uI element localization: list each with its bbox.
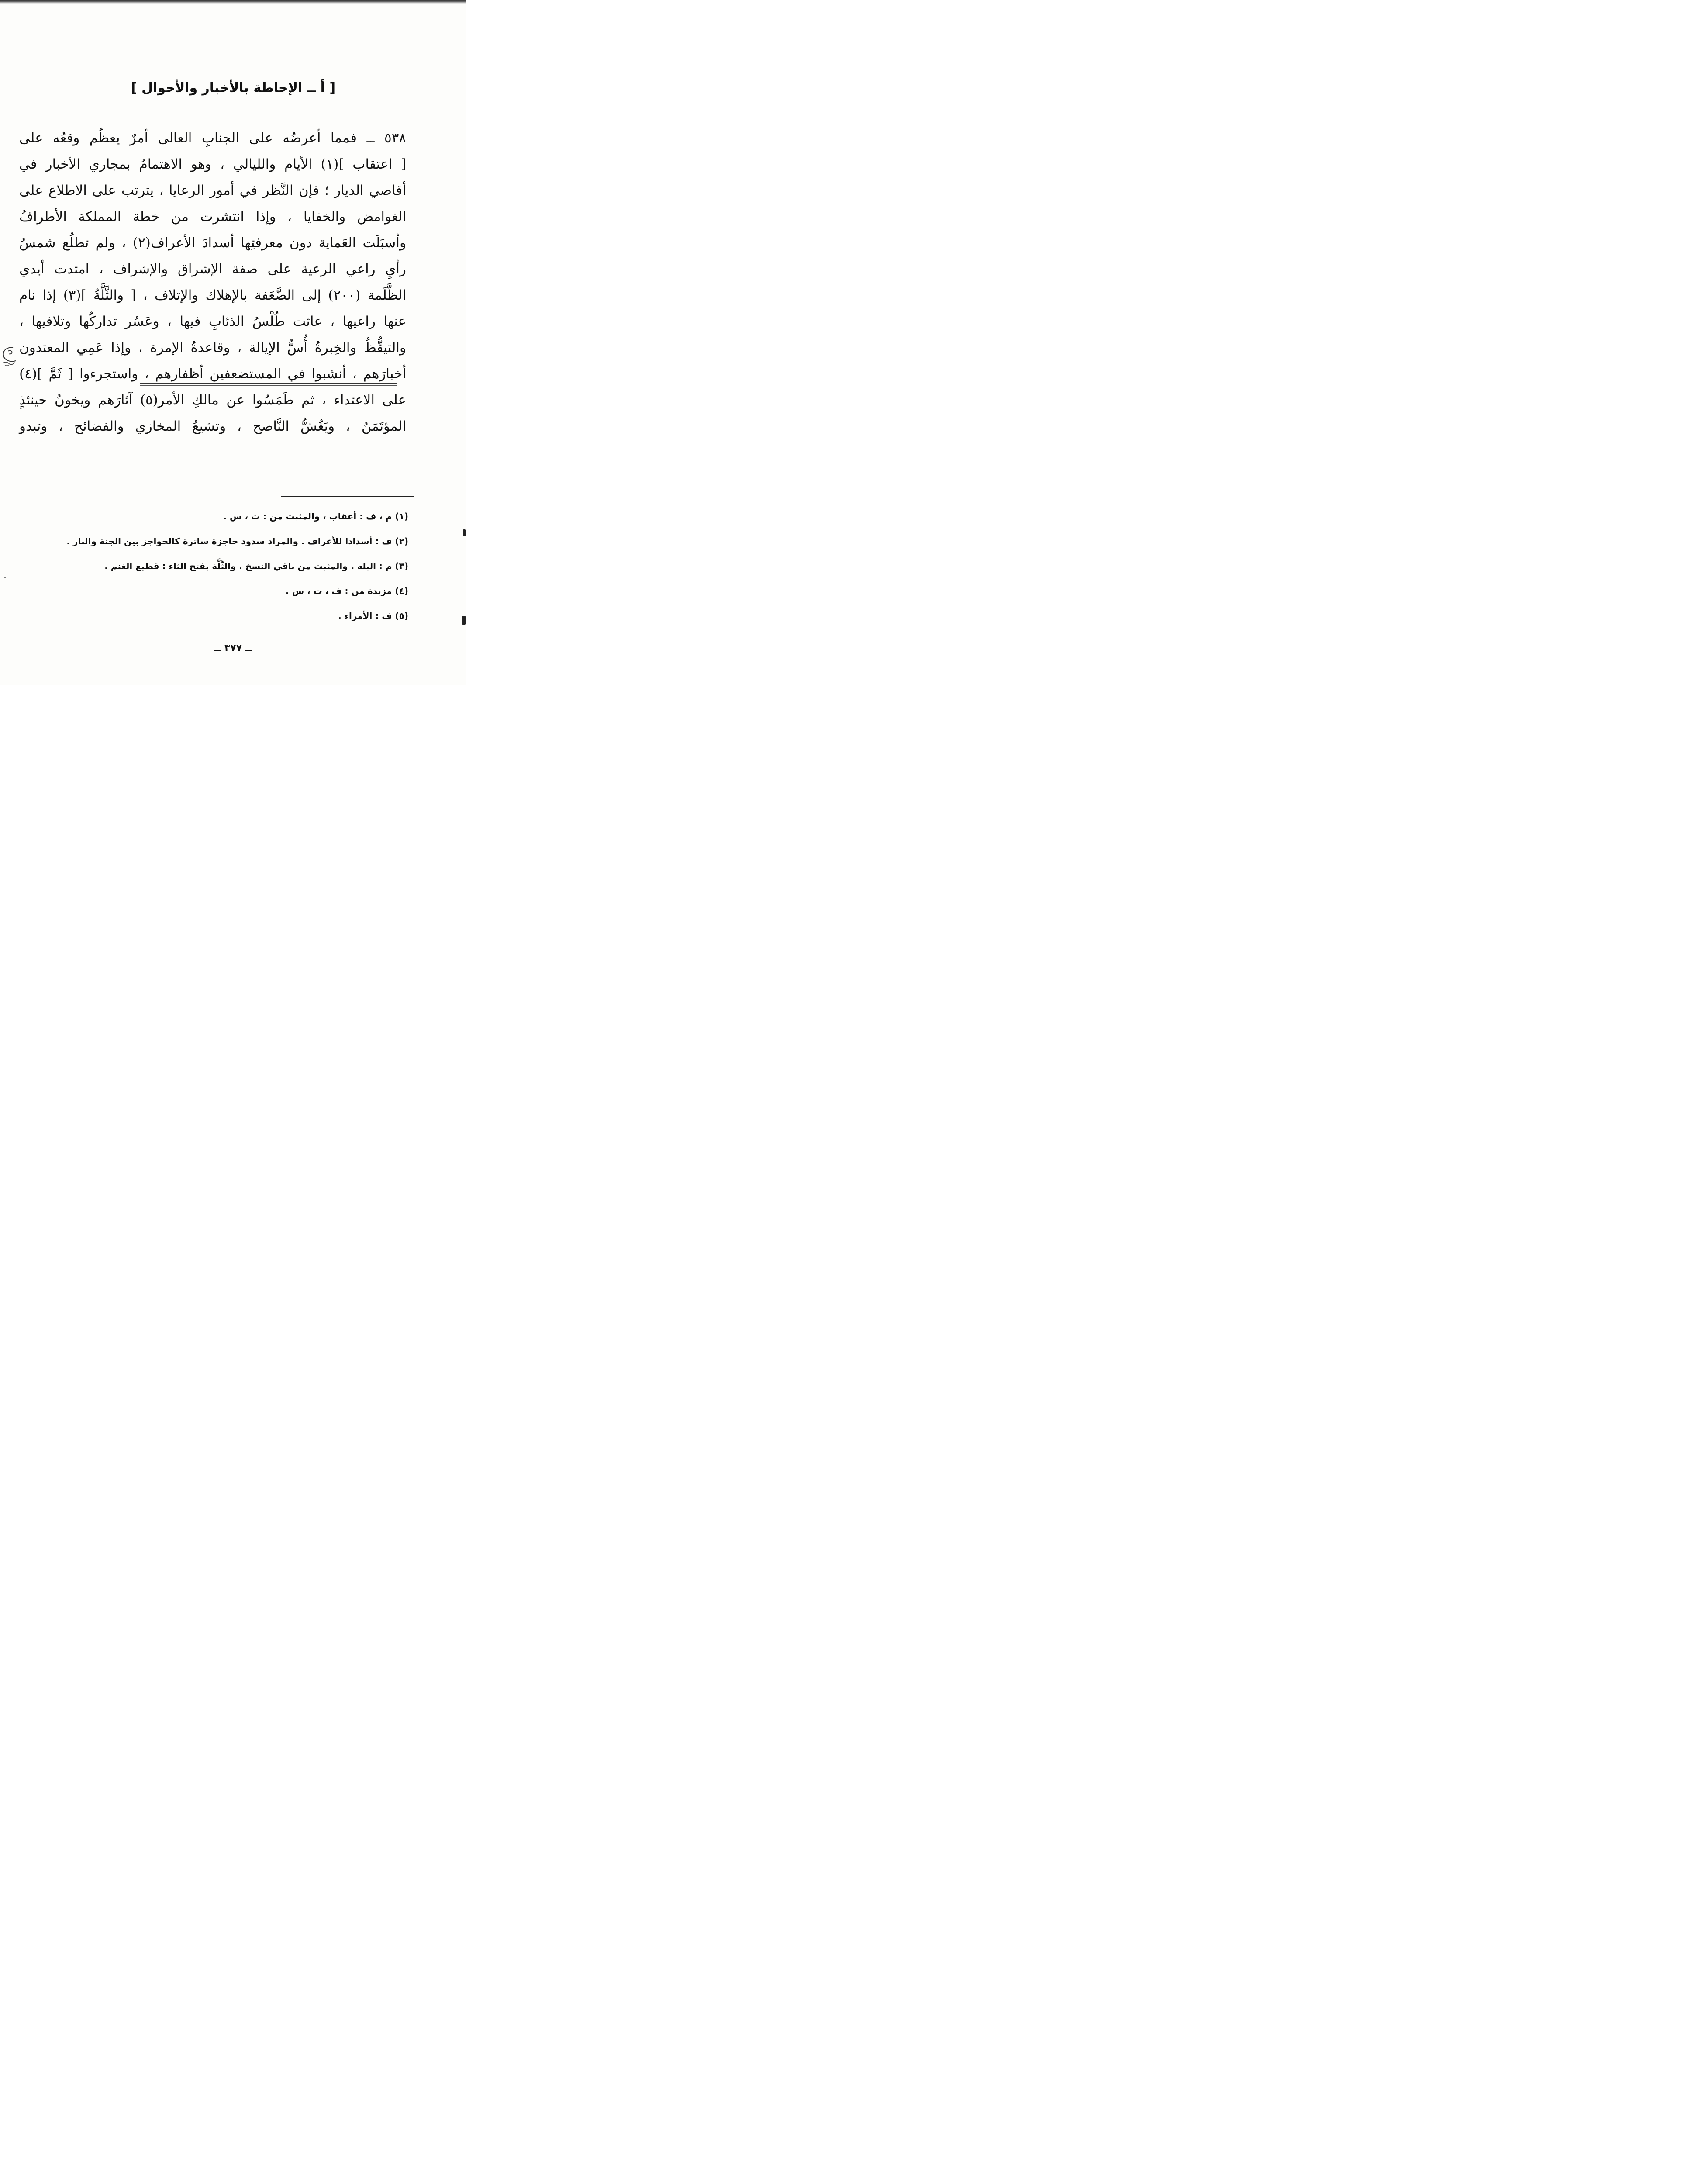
body-text [19,125,406,487]
footnote-divider [281,496,414,497]
body-line: والتيقُّظُ والخِبرةُ أُسُّ الإيالة ، وقاعدةُ الإمرة ، وإذا عَمِي المعتدون [19,340,406,356]
body-line: [ اعتقاب ](١) الأيام والليالي ، وهو الاهتمامُ بمجاري الأخبار في [19,156,406,172]
footnote: (٤) مزيدة من : ف ، ت ، س . [286,586,408,596]
body-line: الظَّلَمة (٢٠٠) إلى الضَّعَفة بالإهلاك والإتلاف ، [ والثَّلَّةُ ](٣) إذا نام [19,287,406,303]
section-heading: [ أ ــ الإحاطة بالأخبار والأحوال ] [131,80,336,96]
scan-speck [462,616,466,625]
scan-speck [4,577,6,578]
handwritten-underline [140,383,397,386]
page-number: ــ ٣٧٧ ــ [214,643,252,653]
margin-stamp-icon [0,345,18,367]
footnote: (٥) ف : الأمراء . [338,611,408,621]
scan-top-edge [0,0,466,4]
footnotes [17,507,408,631]
body-line: ٥٣٨ ــ فمما أعرضُه على الجنابِ العالى أمرٌ يعظُم وقعُه على [19,130,406,146]
body-line: وأسبَلَت العَماية دون معرفتِها أسدادَ الأعراف(٢) ، ولم تطلُع شمسُ [19,235,406,251]
body-line: عنها راعيها ، عاثت طُلْسُ الذئابِ فيها ، وعَسُر تداركُها وتلافيها ، [19,314,406,329]
book-page [0,0,466,685]
footnote: (٢) ف : أسدادا للأعراف . والمراد سدود حاجزة ساترة كالحواجز بين الجنة والنار . [66,536,408,546]
body-line: الغوامض والخفايا ، وإذا انتشرت من خطة المملكة الأطرافُ [19,209,406,225]
footnote: (٣) م : البله . والمثبت من باقي النسخ . والثَّلَّة بفتح الثاء : قطيع الغنم . [104,561,408,571]
footnote: (١) م ، ف : أعقاب ، والمثبت من : ت ، س . [223,511,408,522]
body-line: أخبارَهم ، أنشبوا في المستضعفين أظفارهم ، واستجرءوا [ ثَمَّ ](٤) [19,366,406,382]
body-line: على الاعتداء ، ثم طَمَسُوا عن مالكِ الأمر(٥) آثارَهم ويخونُ حينئذٍ [19,392,406,408]
body-line: رأيِ راعي الرعية على صفة الإشراق والإشراف ، امتدت أيدي [19,261,406,277]
scan-speck [463,529,466,536]
body-line: المؤتَمَنُ ، ويَغُشُّ النَّاصح ، وتشيعُ المخازي والفضائح ، وتبدو [19,418,406,434]
body-line: أقاصي الديار ؛ فإن النَّظر في أمور الرعايا ، يترتب على الاطلاع على [19,183,406,198]
